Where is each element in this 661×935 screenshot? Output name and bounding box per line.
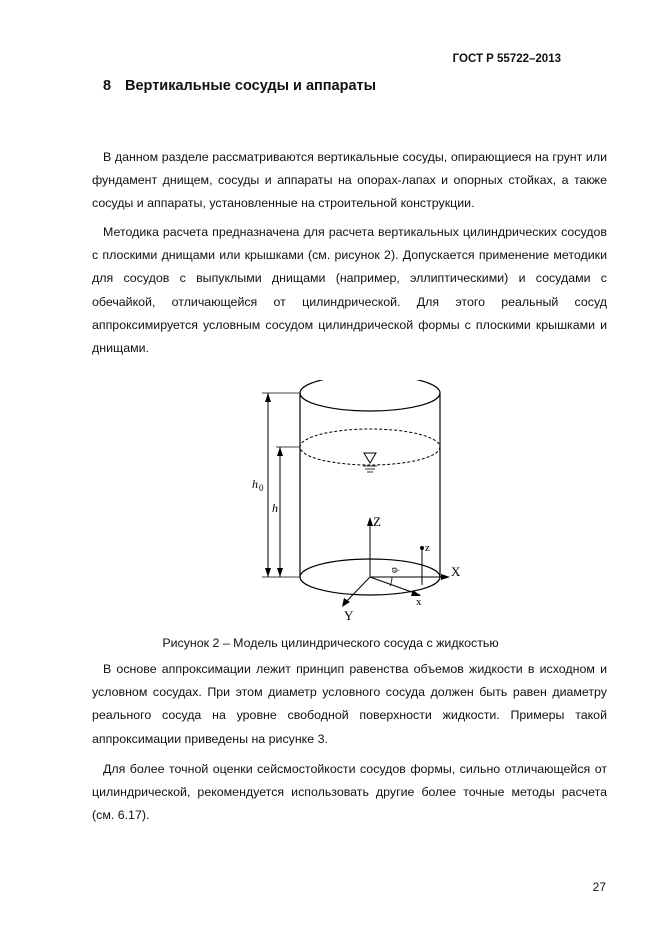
local-x-label: x — [416, 596, 422, 608]
liquid-level-ellipse — [300, 429, 440, 465]
z-axis-label: Z — [373, 514, 381, 529]
h0-subscript: 0 — [259, 483, 264, 493]
page-number: 27 — [592, 880, 606, 894]
standard-code: ГОСТ Р 55722–2013 — [452, 53, 561, 65]
h-label: h — [272, 501, 278, 515]
figure-caption: Рисунок 2 – Модель цилиндрического сосуда с жидкостью — [162, 636, 499, 650]
vessel-diagram — [240, 380, 470, 630]
y-axis-label: Y — [344, 608, 354, 623]
h0-label: h — [252, 477, 258, 491]
paragraph: Для более точной оценки сейсмостойкости сосудов формы, сильно отличающейся от цилиндрической, рекомендуется использовать другие более точные методы расчета (см. 6.17). — [92, 762, 607, 823]
section-number: 8 — [103, 78, 112, 94]
x-axis-label: X — [451, 564, 461, 579]
section-title: Вертикальные сосуды и аппараты — [125, 78, 377, 94]
paragraph: В данном разделе рассматриваются вертикальные сосуды, опирающиеся на грунт или фундамент днищем, сосуды и аппараты на опорах-лапах и опорных стойках, а также сосуды и аппараты, установленные на строительной конструкции. — [92, 150, 607, 211]
cylinder-vessel-figure — [240, 380, 470, 630]
vessel-bottom-front — [300, 577, 440, 595]
vessel-top-ellipse — [300, 380, 440, 411]
paragraph: Методика расчета предназначена для расчета вертикальных цилиндрических сосудов с плоскими днищами или крышками (см. рисунок 2). Допускается применение методики для сосудов с выпуклыми днищами (например, эллиптическими) и сосудами с обечайкой, отличающейся от цилиндрической. Для этого реальный сосуд аппроксимируется условным сосудом цилиндрической формы с плоскими крышками и днищами. — [92, 225, 607, 356]
phi-label: φ — [389, 567, 400, 573]
section-heading — [103, 78, 376, 94]
paragraph: В основе аппроксимации лежит принцип равенства объемов жидкости в исходном и условном сосудах. При этом диаметр условного сосуда должен быть равен диаметру реального сосуда на уровне свободной поверхности жидкости. Примеры такой аппроксимации приведены на рисунке 3. — [92, 662, 607, 746]
local-z-label: z — [425, 542, 430, 554]
free-surface-symbol — [363, 453, 377, 472]
